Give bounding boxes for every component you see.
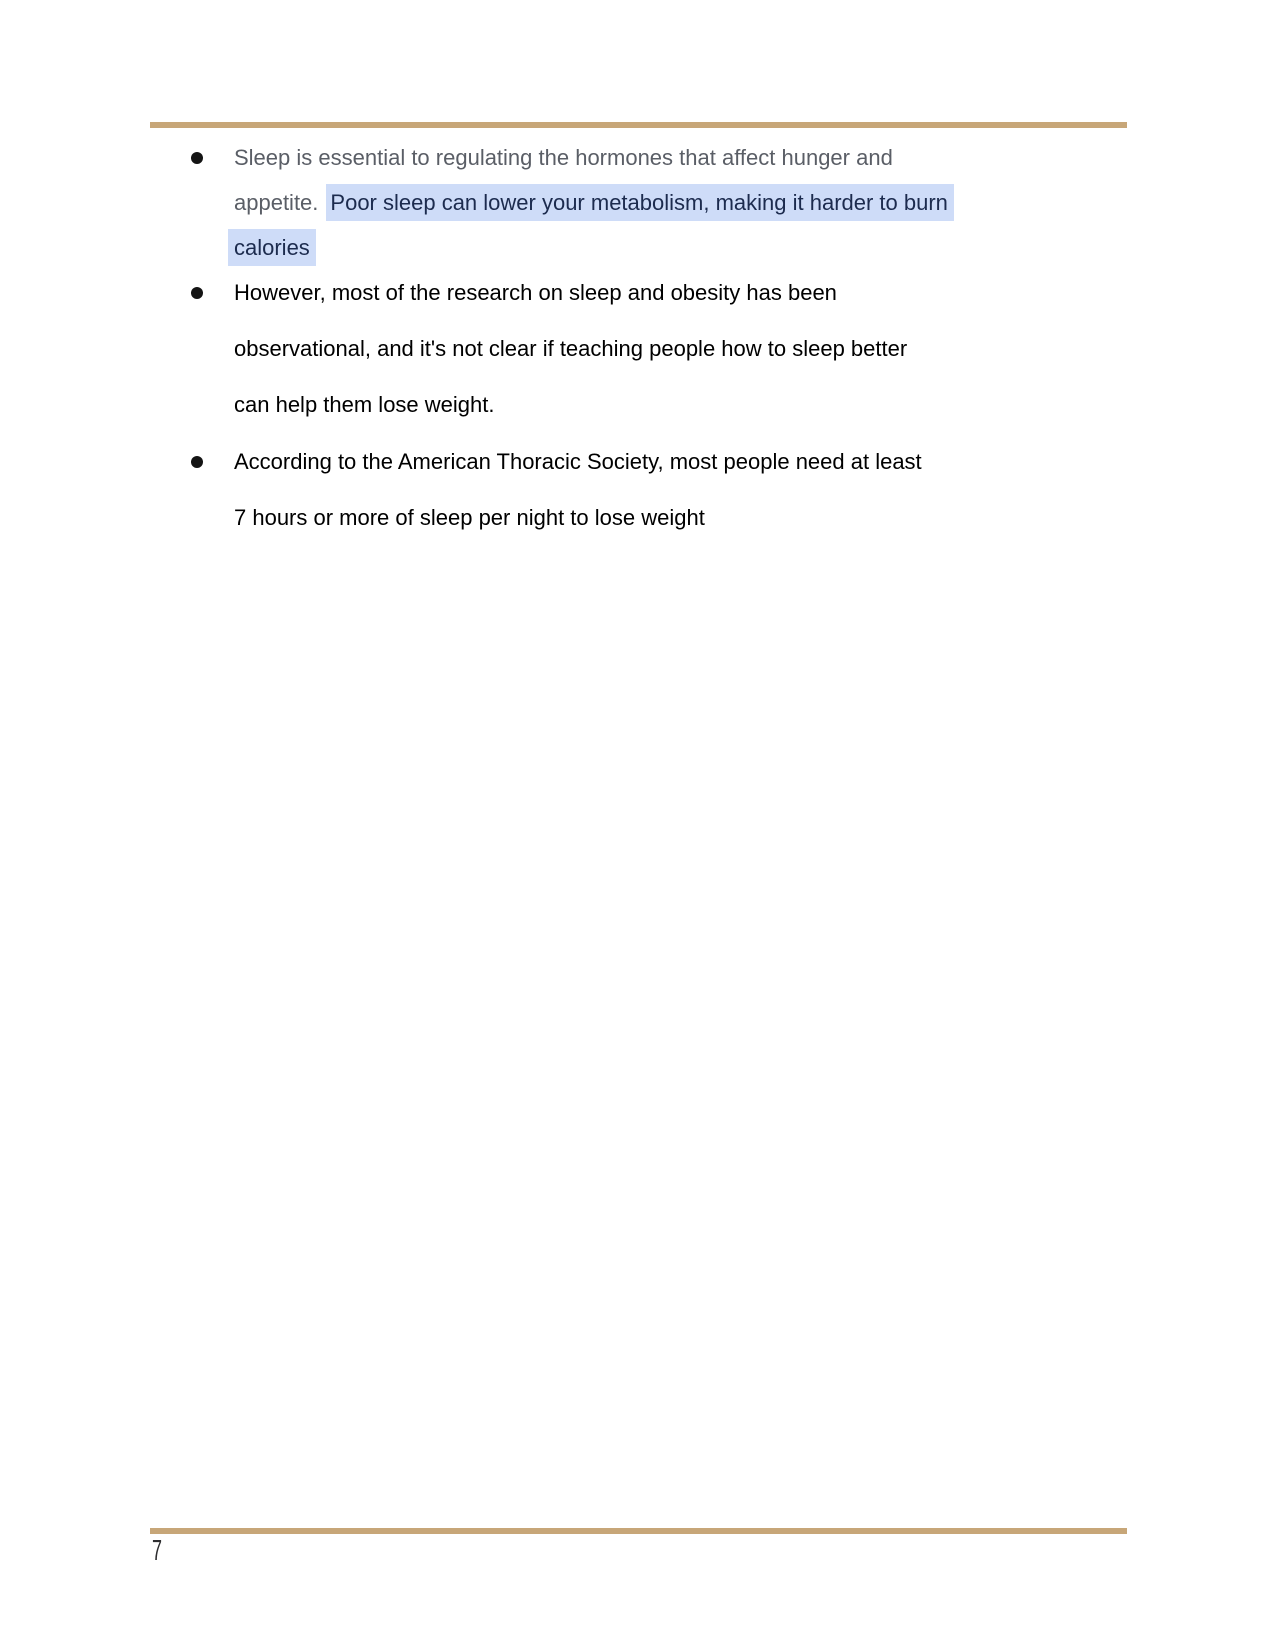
bullet-icon: [191, 456, 203, 468]
page-number: 7: [152, 1535, 163, 1567]
bullet-line: can help them lose weight.: [234, 392, 495, 417]
bullet-icon: [191, 152, 203, 164]
bullet-line: [150, 225, 1140, 270]
bullet-item-sleep-hormones: [150, 135, 1140, 270]
bullet-icon: [191, 287, 203, 299]
bullet-list: [150, 135, 1140, 546]
bullet-item-research-observational: [150, 265, 1140, 433]
bullet-line: 7 hours or more of sleep per night to lose weight: [234, 505, 705, 530]
bullet-line: observational, and it's not clear if teaching people how to sleep better: [234, 336, 908, 361]
highlighted-text: calories: [228, 229, 316, 266]
bullet-line: According to the American Thoracic Society, most people need at least: [234, 449, 922, 474]
bullet-line: [150, 180, 1140, 225]
bullet-item-thoracic-society: [150, 434, 1140, 546]
plain-text: appetite.: [234, 190, 319, 215]
bottom-border-rule: [150, 1528, 1127, 1534]
highlighted-text: Poor sleep can lower your metabolism, making it harder to burn: [326, 184, 954, 221]
top-border-rule: [150, 122, 1127, 128]
bullet-line: However, most of the research on sleep and obesity has been: [234, 280, 837, 305]
bullet-line: Sleep is essential to regulating the hormones that affect hunger and: [234, 145, 893, 170]
